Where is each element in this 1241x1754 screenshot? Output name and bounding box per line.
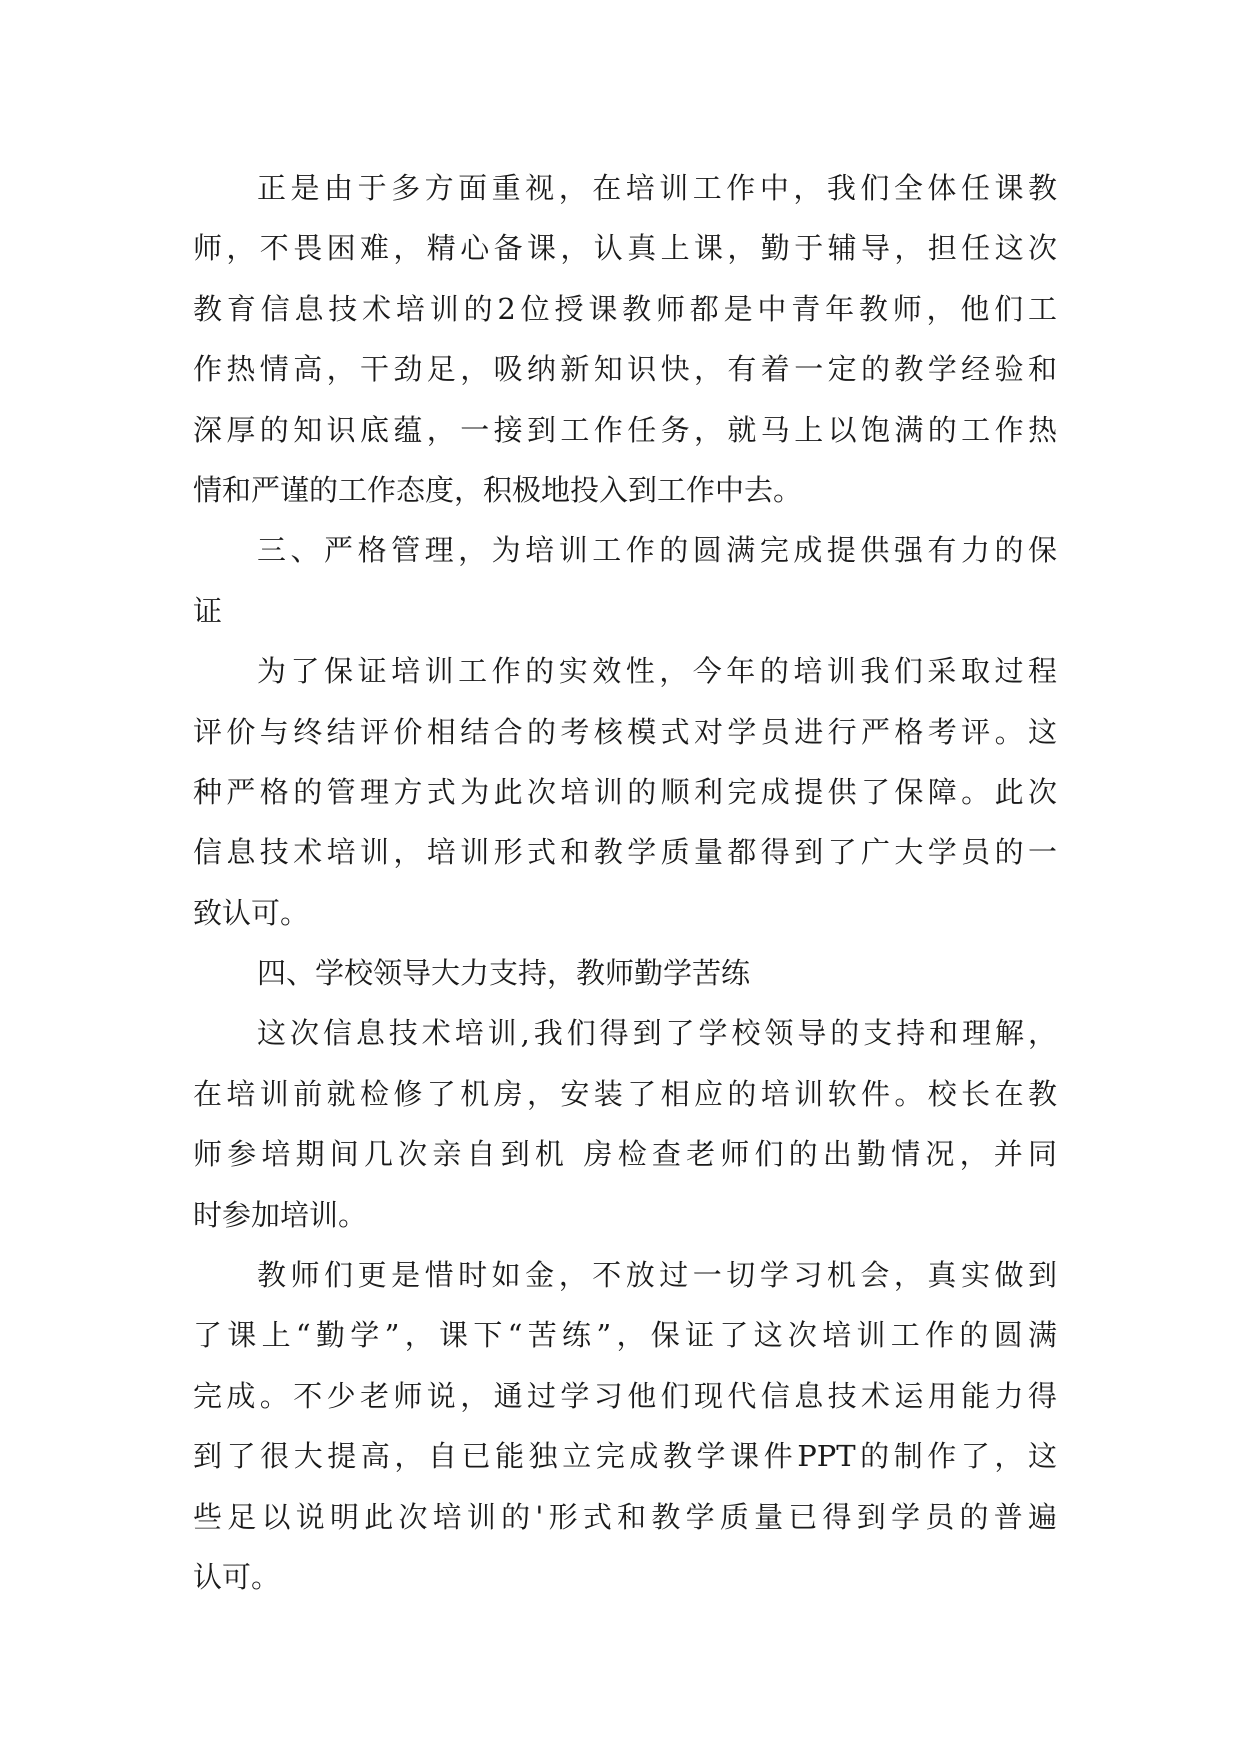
text-line: 正是由于多方面重视，在培训工作中，我们全体任课教 bbox=[257, 171, 1057, 205]
paragraph-teachers-dedication bbox=[193, 158, 1057, 520]
heading-line: 三、严格管理，为培训工作的圆满完成提供强有力的保 bbox=[257, 533, 1057, 568]
text-line: 认可。 bbox=[193, 1559, 281, 1594]
text-line: 为了保证培训工作的实效性，今年的培训我们采取过程 bbox=[257, 654, 1057, 689]
text-line: 到了很大提高，自已能独立完成教学课件PPT的制作了，这 bbox=[193, 1439, 1057, 1474]
text-line: 教师们更是惜时如金，不放过一切学习机会，真实做到 bbox=[257, 1258, 1057, 1293]
text-line: 作热情高，干劲足，吸纳新知识快，有着一定的教学经验和 bbox=[193, 352, 1057, 387]
text-line: 这次信息技术培训,我们得到了学校领导的支持和理解， bbox=[257, 1016, 1057, 1051]
text-line: 教育信息技术培训的2位授课教师都是中青年教师，他们工 bbox=[193, 291, 1057, 326]
text-line: 师参培期间几次亲自到机 房检查老师们的出勤情况，并同 bbox=[193, 1137, 1057, 1172]
text-line: 深厚的知识底蕴，一接到工作任务，就马上以饱满的工作热 bbox=[193, 412, 1057, 447]
text-line: 师，不畏困难，精心备课，认真上课，勤于辅导，担任这次 bbox=[193, 231, 1057, 266]
paragraph-assessment bbox=[193, 641, 1057, 943]
text-line: 致认可。 bbox=[193, 895, 310, 930]
section-heading-strict-management bbox=[193, 520, 1057, 641]
heading-line: 四、学校领导大力支持，教师勤学苦练 bbox=[257, 956, 751, 991]
paragraph-leadership bbox=[193, 1003, 1057, 1245]
text-line: 了课上“勤学”，课下“苦练”，保证了这次培训工作的圆满 bbox=[193, 1318, 1057, 1353]
document-body bbox=[193, 158, 1057, 1607]
text-line: 些足以说明此次培训的'形式和教学质量已得到学员的普遍 bbox=[193, 1499, 1057, 1534]
text-line: 信息技术培训，培训形式和教学质量都得到了广大学员的一 bbox=[193, 835, 1057, 870]
text-line: 完成。不少老师说，通过学习他们现代信息技术运用能力得 bbox=[193, 1378, 1057, 1413]
paragraph-diligent-learning bbox=[193, 1245, 1057, 1607]
text-line: 在培训前就检修了机房，安装了相应的培训软件。校长在教 bbox=[193, 1076, 1057, 1111]
text-line: 情和严谨的工作态度，积极地投入到工作中去。 bbox=[193, 472, 803, 507]
text-line: 种严格的管理方式为此次培训的顺利完成提供了保障。此次 bbox=[193, 774, 1057, 809]
text-line: 评价与终结评价相结合的考核模式对学员进行严格考评。这 bbox=[193, 714, 1057, 749]
text-line: 时参加培训。 bbox=[193, 1197, 368, 1232]
section-heading-leadership-support bbox=[193, 943, 1057, 1003]
heading-line: 证 bbox=[193, 593, 223, 628]
